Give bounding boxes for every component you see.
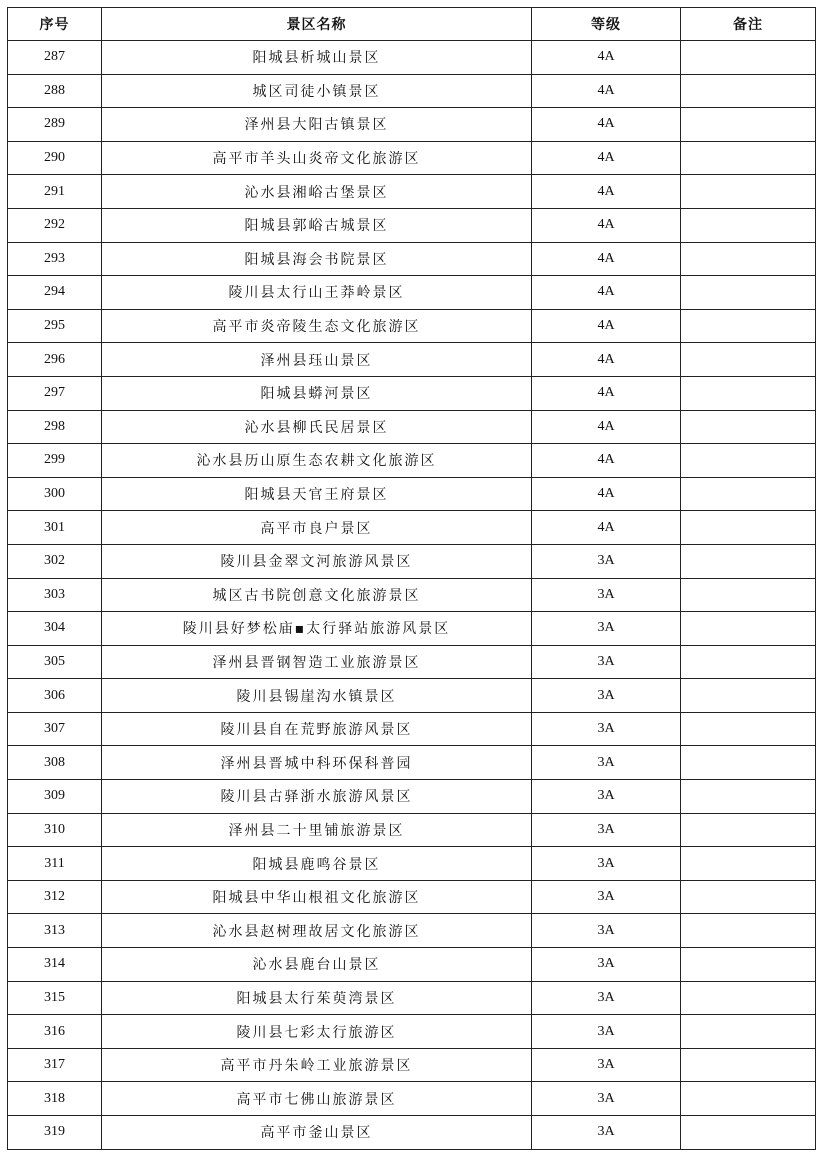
- cell-level: 3A: [532, 1116, 681, 1150]
- cell-note: [681, 74, 816, 108]
- cell-scenic-name: 沁水县赵树理故居文化旅游区: [102, 914, 532, 948]
- cell-number: 288: [8, 74, 102, 108]
- table-row: [8, 343, 816, 377]
- cell-note: [681, 544, 816, 578]
- cell-scenic-name: 泽州县晋钢智造工业旅游景区: [102, 645, 532, 679]
- cell-note: [681, 208, 816, 242]
- cell-note: [681, 309, 816, 343]
- table-row: [8, 679, 816, 713]
- cell-number: 296: [8, 343, 102, 377]
- table-row: [8, 477, 816, 511]
- table-header: [8, 8, 816, 41]
- cell-note: [681, 108, 816, 142]
- cell-scenic-name: 陵川县七彩太行旅游区: [102, 1015, 532, 1049]
- cell-scenic-name: 阳城县蟒河景区: [102, 376, 532, 410]
- table-row: [8, 847, 816, 881]
- table-row: [8, 981, 816, 1015]
- cell-number: 315: [8, 981, 102, 1015]
- cell-level: 4A: [532, 511, 681, 545]
- cell-note: [681, 477, 816, 511]
- cell-note: [681, 780, 816, 814]
- cell-note: [681, 511, 816, 545]
- cell-level: 4A: [532, 108, 681, 142]
- cell-note: [681, 141, 816, 175]
- cell-level: 3A: [532, 948, 681, 982]
- cell-number: 293: [8, 242, 102, 276]
- table-body: [8, 41, 816, 1150]
- cell-level: 4A: [532, 376, 681, 410]
- cell-scenic-name: 泽州县二十里铺旅游景区: [102, 813, 532, 847]
- cell-level: 3A: [532, 544, 681, 578]
- cell-number: 302: [8, 544, 102, 578]
- cell-note: [681, 679, 816, 713]
- cell-level: 3A: [532, 578, 681, 612]
- table-row: [8, 175, 816, 209]
- cell-scenic-name: 沁水县鹿台山景区: [102, 948, 532, 982]
- cell-scenic-name: 阳城县太行茱萸湾景区: [102, 981, 532, 1015]
- cell-scenic-name: 沁水县湘峪古堡景区: [102, 175, 532, 209]
- cell-note: [681, 948, 816, 982]
- cell-number: 287: [8, 41, 102, 75]
- cell-level: 3A: [532, 1082, 681, 1116]
- cell-level: 3A: [532, 981, 681, 1015]
- cell-level: 3A: [532, 780, 681, 814]
- cell-level: 4A: [532, 276, 681, 310]
- cell-number: 308: [8, 746, 102, 780]
- cell-scenic-name: 沁水县柳氏民居景区: [102, 410, 532, 444]
- cell-number: 310: [8, 813, 102, 847]
- cell-number: 292: [8, 208, 102, 242]
- table-row: [8, 780, 816, 814]
- cell-level: 4A: [532, 41, 681, 75]
- cell-number: 312: [8, 880, 102, 914]
- header-no: 序号: [8, 8, 102, 41]
- cell-scenic-name: 阳城县析城山景区: [102, 41, 532, 75]
- cell-note: [681, 813, 816, 847]
- cell-level: 4A: [532, 242, 681, 276]
- cell-number: 311: [8, 847, 102, 881]
- cell-note: [681, 1015, 816, 1049]
- cell-level: 3A: [532, 880, 681, 914]
- table-row: [8, 208, 816, 242]
- cell-scenic-name: 阳城县郭峪古城景区: [102, 208, 532, 242]
- cell-note: [681, 41, 816, 75]
- table-row: [8, 746, 816, 780]
- cell-number: 318: [8, 1082, 102, 1116]
- cell-number: 314: [8, 948, 102, 982]
- header-level: 等级: [532, 8, 681, 41]
- table-row: [8, 544, 816, 578]
- table-row: [8, 376, 816, 410]
- cell-level: 3A: [532, 612, 681, 646]
- cell-note: [681, 242, 816, 276]
- table-row: [8, 1015, 816, 1049]
- cell-note: [681, 746, 816, 780]
- table-row: [8, 880, 816, 914]
- cell-level: 3A: [532, 679, 681, 713]
- table-row: [8, 410, 816, 444]
- cell-level: 3A: [532, 813, 681, 847]
- cell-number: 300: [8, 477, 102, 511]
- table-row: [8, 276, 816, 310]
- table-row: [8, 108, 816, 142]
- cell-number: 307: [8, 712, 102, 746]
- header-row: [8, 8, 816, 41]
- cell-level: 4A: [532, 74, 681, 108]
- cell-scenic-name: 阳城县海会书院景区: [102, 242, 532, 276]
- cell-number: 309: [8, 780, 102, 814]
- cell-number: 295: [8, 309, 102, 343]
- cell-level: 4A: [532, 309, 681, 343]
- cell-scenic-name: 陵川县锡崖沟水镇景区: [102, 679, 532, 713]
- table-row: [8, 1082, 816, 1116]
- cell-level: 4A: [532, 175, 681, 209]
- cell-scenic-name: 陵川县古驿浙水旅游风景区: [102, 780, 532, 814]
- cell-scenic-name: 陵川县金翠文河旅游风景区: [102, 544, 532, 578]
- cell-note: [681, 847, 816, 881]
- cell-scenic-name: 陵川县自在荒野旅游风景区: [102, 712, 532, 746]
- cell-note: [681, 1116, 816, 1150]
- table-row: [8, 712, 816, 746]
- cell-scenic-name: 高平市釜山景区: [102, 1116, 532, 1150]
- cell-note: [681, 612, 816, 646]
- table-row: [8, 948, 816, 982]
- cell-scenic-name: 阳城县天官王府景区: [102, 477, 532, 511]
- cell-level: 3A: [532, 746, 681, 780]
- cell-number: 289: [8, 108, 102, 142]
- cell-number: 313: [8, 914, 102, 948]
- cell-note: [681, 410, 816, 444]
- cell-number: 290: [8, 141, 102, 175]
- cell-number: 301: [8, 511, 102, 545]
- cell-note: [681, 914, 816, 948]
- cell-scenic-name: 陵川县太行山王莽岭景区: [102, 276, 532, 310]
- cell-note: [681, 444, 816, 478]
- cell-level: 3A: [532, 914, 681, 948]
- cell-number: 297: [8, 376, 102, 410]
- cell-scenic-name: 阳城县中华山根祖文化旅游区: [102, 880, 532, 914]
- cell-note: [681, 981, 816, 1015]
- cell-level: 4A: [532, 343, 681, 377]
- table-row: [8, 813, 816, 847]
- cell-note: [681, 276, 816, 310]
- table-row: [8, 309, 816, 343]
- scenic-area-table: [7, 7, 816, 1150]
- cell-level: 3A: [532, 847, 681, 881]
- cell-number: 299: [8, 444, 102, 478]
- table-row: [8, 645, 816, 679]
- cell-number: 305: [8, 645, 102, 679]
- cell-scenic-name: 沁水县历山原生态农耕文化旅游区: [102, 444, 532, 478]
- header-name: 景区名称: [102, 8, 532, 41]
- cell-number: 294: [8, 276, 102, 310]
- table-row: [8, 242, 816, 276]
- cell-scenic-name: 高平市丹朱岭工业旅游景区: [102, 1048, 532, 1082]
- cell-scenic-name: 高平市七佛山旅游景区: [102, 1082, 532, 1116]
- cell-level: 3A: [532, 712, 681, 746]
- table-row: [8, 444, 816, 478]
- cell-note: [681, 376, 816, 410]
- cell-note: [681, 1048, 816, 1082]
- cell-number: 317: [8, 1048, 102, 1082]
- cell-level: 3A: [532, 1015, 681, 1049]
- cell-number: 306: [8, 679, 102, 713]
- table-row: [8, 1048, 816, 1082]
- cell-note: [681, 343, 816, 377]
- cell-note: [681, 175, 816, 209]
- cell-scenic-name: 高平市炎帝陵生态文化旅游区: [102, 309, 532, 343]
- cell-scenic-name: 泽州县大阳古镇景区: [102, 108, 532, 142]
- cell-level: 4A: [532, 477, 681, 511]
- table-row: [8, 578, 816, 612]
- cell-level: 4A: [532, 444, 681, 478]
- cell-scenic-name: 泽州县珏山景区: [102, 343, 532, 377]
- cell-level: 3A: [532, 645, 681, 679]
- cell-scenic-name: 陵川县好梦松庙▪太行驿站旅游风景区: [102, 612, 532, 646]
- cell-scenic-name: 城区古书院创意文化旅游景区: [102, 578, 532, 612]
- cell-level: 4A: [532, 410, 681, 444]
- cell-number: 298: [8, 410, 102, 444]
- cell-scenic-name: 高平市羊头山炎帝文化旅游区: [102, 141, 532, 175]
- cell-note: [681, 645, 816, 679]
- cell-scenic-name: 高平市良户景区: [102, 511, 532, 545]
- cell-level: 4A: [532, 141, 681, 175]
- table-row: [8, 41, 816, 75]
- cell-note: [681, 712, 816, 746]
- cell-level: 4A: [532, 208, 681, 242]
- header-note: 备注: [681, 8, 816, 41]
- table-row: [8, 1116, 816, 1150]
- table-row: [8, 914, 816, 948]
- table-row: [8, 141, 816, 175]
- cell-scenic-name: 阳城县鹿鸣谷景区: [102, 847, 532, 881]
- cell-number: 291: [8, 175, 102, 209]
- cell-number: 303: [8, 578, 102, 612]
- table-row: [8, 74, 816, 108]
- cell-note: [681, 880, 816, 914]
- cell-note: [681, 578, 816, 612]
- cell-scenic-name: 城区司徒小镇景区: [102, 74, 532, 108]
- cell-number: 304: [8, 612, 102, 646]
- table-row: [8, 511, 816, 545]
- cell-note: [681, 1082, 816, 1116]
- cell-number: 319: [8, 1116, 102, 1150]
- cell-scenic-name: 泽州县晋城中科环保科普园: [102, 746, 532, 780]
- cell-level: 3A: [532, 1048, 681, 1082]
- table-row: [8, 612, 816, 646]
- cell-number: 316: [8, 1015, 102, 1049]
